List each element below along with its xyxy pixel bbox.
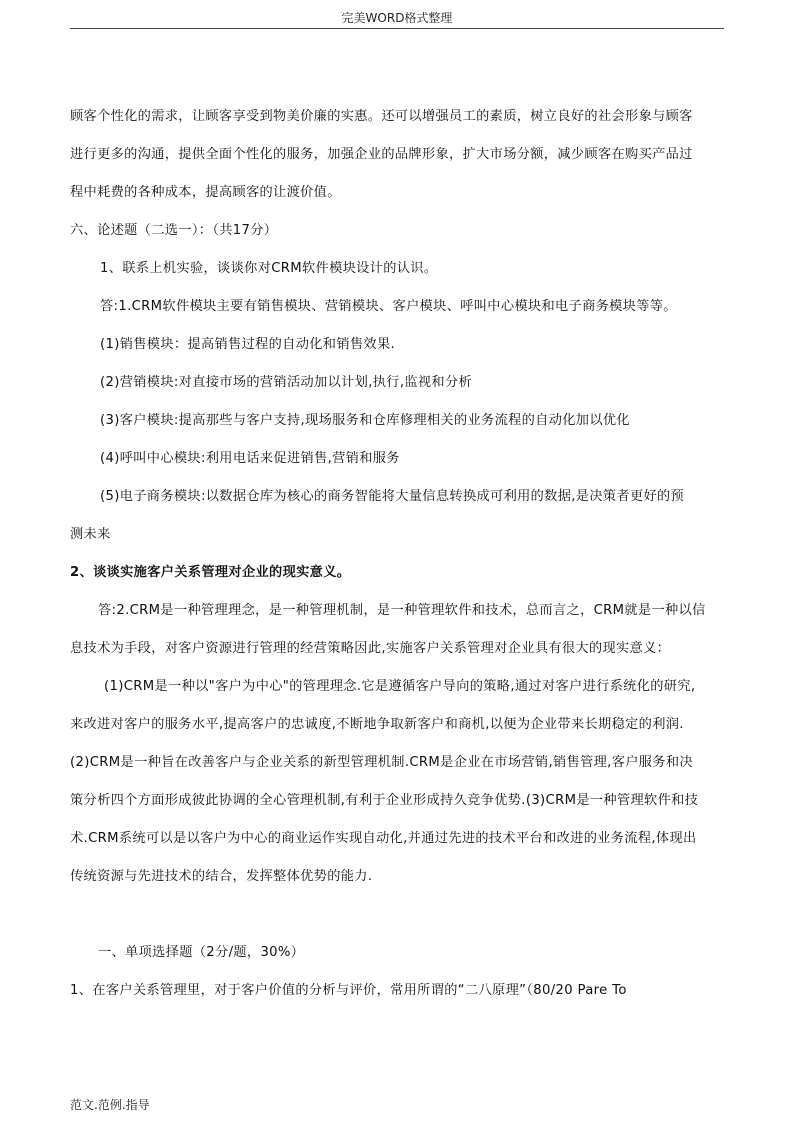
answer-line: 答:1.CRM软件模块主要有销售模块、营销模块、客户模块、呼叫中心模块和电子商务模块等等。 [100,299,677,314]
paragraph-line: 顾客个性化的需求，让顾客享受到物美价廉的实惠。还可以增强员工的素质，树立良好的社会形象与顾客 [70,109,693,124]
blank-line [70,896,724,934]
paragraph-line: 程中耗费的各种成本，提高顾客的让渡价值。 [70,185,341,200]
list-item: (5)电子商务模块:以数据仓库为核心的商务智能将大量信息转换成可利用的数据,是决策者更好的预 [100,489,685,504]
page-footer: 范文.范例.指导 [70,1098,150,1112]
list-item: (4)呼叫中心模块:利用电话来促进销售,营销和服务 [100,451,400,466]
section-heading: 一、单项选择题（2分/题，30%） [98,945,305,960]
question-heading: 2、谈谈实施客户关系管理对企业的现实意义。 [70,565,351,580]
paragraph-line: 测未来 [70,527,111,542]
paragraph-line: 进行更多的沟通，提供全面个性化的服务，加强企业的品牌形象，扩大市场分额，减少顾客在购买产品过 [70,147,693,162]
question-line: 1、在客户关系管理里，对于客户价值的分析与评价，常用所谓的“二八原理”（80/20 Pare To [70,983,627,998]
paragraph-line: 传统资源与先进技术的结合，发挥整体优势的能力. [70,869,373,884]
section-heading: 六、论述题（二选一）：（共17分） [70,223,278,238]
page-header-title: 完美WORD格式整理 [341,11,453,25]
paragraph-line: (2)CRM是一种旨在改善客户与企业关系的新型管理机制.CRM是企业在市场营销,销售管理,客户服务和决 [70,755,693,770]
header-divider [70,28,724,29]
list-item: (2)营销模块:对直接市场的营销活动加以计划,执行,监视和分析 [100,375,473,390]
paragraph-line: 策分析四个方面形成彼此协调的全心管理机制,有利于企业形成持久竞争优势.(3)CRM是一种管理软件和技 [70,793,699,808]
paragraph-line: (1)CRM是一种以"客户为中心"的管理理念.它是遵循客户导向的策略,通过对客户进行系统化的研究, [104,679,696,694]
paragraph-line: 术.CRM系统可以是以客户为中心的商业运作实现自动化,并通过先进的技术平台和改进的业务流程,体现出 [70,831,697,846]
paragraph-line: 息技术为手段，对客户资源进行管理的经营策略因此,实施客户关系管理对企业具有很大的现实意义： [70,641,671,656]
question-line: 1、联系上机实验，谈谈你对CRM软件模块设计的认识。 [100,261,438,276]
answer-line: 答:2.CRM是一种管理理念，是一种管理机制，是一种管理软件和技术，总而言之，CRM就是一种以信 [98,603,706,618]
list-item: (3)客户模块:提高那些与客户支持,现场服务和仓库修理相关的业务流程的自动化加以优化 [100,413,630,428]
list-item: (1)销售模块：提高销售过程的自动化和销售效果. [100,337,396,352]
paragraph-line: 来改进对客户的服务水平,提高客户的忠诚度,不断地争取新客户和商机,以便为企业带来长期稳定的利润. [70,717,684,732]
document-body [70,98,724,1010]
